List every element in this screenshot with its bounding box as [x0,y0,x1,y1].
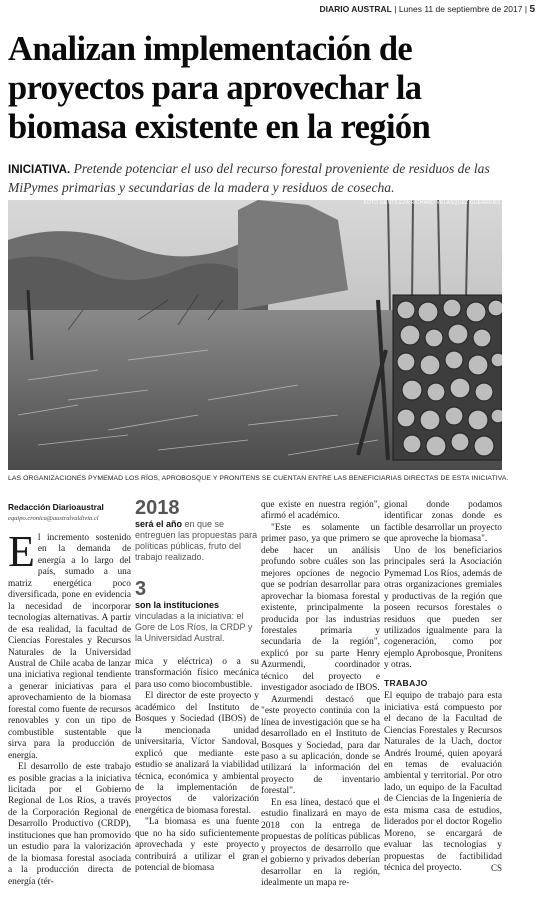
body-paragraph: Azurmendi destacó que "este proyecto continúa con la línea de investigación que se ha desarrollado en el Instituto de Bosques y Sociedad, para dar paso a su aplicación, donde se utilizará la información del proyecto de inventario forestal". [261,694,380,797]
drop-cap: E [8,527,35,576]
fact-box [135,497,259,563]
lead [8,160,538,196]
body-paragraph: "Este es solamente un primer paso, ya que primero se debe hacer un análisis profundo sobre cuáles son las mejores opciones de negocio que se podrían desarrollar para aprovechar la biomasa forestal existente, principalmente la producida por las industrias forestales primaria y secundaria de la región", explicó por su parte Henry Azurmendi, coordinador técnico del proyecto e investigador asociado de IBOS. [261,522,380,694]
body-paragraph: En esa línea, destacó que el estudio finalizará en mayo de 2018 con la entrega de propuestas de políticas públicas y proyectos de desarrollo que el gobierno y privados deberían desarrollar en la región, idealmente un mapa re- [261,797,380,888]
article-column-4 [384,500,502,875]
fact-box [135,578,259,644]
body-paragraph: El director de este proyecto y académico del Instituto de Bosques y Sociedad (IBOS) de la mencionada unidad universitaria, Víctor Sandoval, explicó que mediante este estudio se analizará la viabilidad técnica, económica y ambiental de la implementación de proyectos de valorización energética de biomasa forestal. [135,691,259,816]
fact-figure: 2018 [135,497,180,519]
byline [8,502,131,522]
body-paragraph: que existe en nuestra región", afirmó el académico. [261,500,380,522]
photo-caption: LAS ORGANIZACIONES PYMEMAD LOS RÍOS, APROBOSQUE Y PRONITENS SE CUENTAN ENTRE LAS BENEFICIARIAS DIRECTAS DE ESTA INICIATIVA. [8,475,509,482]
fact-description: son la instituciones vinculadas a la iniciativa: el Gore de Los Ríos, la CRDP y la Universidad Austral. [135,600,253,643]
body-paragraph: mica y eléctrica) o a su transformación físico mecánica para uso como biocombustible. [135,657,259,690]
end-mark: CS [490,863,502,874]
article-column-1 [8,527,131,888]
photo-credit: FOTO GENTILEZA RICHARD VELÁSQUEZ GUERRERO. [363,200,502,206]
fact-figure: 3 [135,578,147,600]
body-paragraph: gional donde podamos identificar zonas donde es factible desarrollar un proyecto que aproveche la biomasa". [384,500,502,545]
fact-description: será el año en que se entreguen las propuestas para políticas públicas, fruto del trabajo realizado. [135,519,258,562]
article-photo [8,200,502,470]
masthead-separator: | [394,4,399,14]
lead-deck: Pretende potenciar el uso del recurso forestal proveniente de residuos de las MiPymes primarias y secundarias de la madera y residuos de cosecha. [8,161,490,195]
masthead-separator: | [524,4,530,14]
body-paragraph: El desarrollo de este trabajo es posible gracias a la iniciativa licitada por el Gobierno Regional de Los Ríos, a través de la Corporación Regional de Desarrollo Productivo (CRDP), instituciones que han promovido un estudio para la valorización de la biomasa forestal asociada a la producción directa de energía (tér- [8,762,131,887]
article-column-2 [135,657,259,875]
forest-biomass-photo [8,200,502,470]
page-number: 5 [529,4,535,15]
body-paragraph: "La biomasa es una fuente que no ha sido suficientemente aprovechada y este proyecto contribuirá a utilizar el gran potencial de biomasa [135,817,259,874]
byline-author: Redacción Diarioaustral [8,502,104,512]
body-paragraph: Uno de los beneficiarios principales será la Asociación Pymemad Los Ríos, además de otras organizaciones gremiales y productivas de la región que poseen recursos forestales o residuos que pueden ser utilizados igualmente para la cogeneración, como por ejemplo Aprobosque, Pronitens y otras. [384,545,502,671]
lead-kicker: INICIATIVA. [8,164,71,176]
body-paragraph: El equipo de trabajo para esta iniciativa está compuesto por el decano de la Facultad de Ciencias Forestales y Recursos Naturales de la Uach, doctor Andrés Iroumé, quien apoyará en temas de evaluación ambiental y territorial. Por otro lado, un equipo de la Facultad de Ciencias de la Ingeniería de esta misma casa de estudios, liderados por el doctor Rogelio Moreno, se encargará de evaluar las tecnologías y propuestas de factibilidad técnica del proyecto. CS [384,691,502,874]
masthead [319,4,535,15]
publication-name: DIARIO AUSTRAL [319,4,392,14]
byline-email: equipo.cronica@australvaldivia.cl [8,515,99,522]
headline: Analizan implementación de proyectos para aprovechar la biomasa existente en la región [8,30,431,146]
article-column-3 [261,500,380,889]
issue-date: Lunes 11 de septiembre de 2017 [398,4,523,14]
body-paragraph: El incremento sostenido en la demanda de energía a lo largo del país, sumado a una matriz energética poco diversificada, pone en evidencia la necesidad de incorporar tecnologías alternativas. A partir de esa realidad, la facultad de Ciencias Forestales y Recursos Naturales de la Universidad Austral de Chile acaba de lanzar una iniciativa regional tendiente a generar iniciativas para el aprovechamiento de la biomasa forestal como fuente de recursos renovables y con un tipo de combustible sustentable que sirva para la producción de energía. [8,527,131,761]
section-heading: TRABAJO [384,677,428,688]
